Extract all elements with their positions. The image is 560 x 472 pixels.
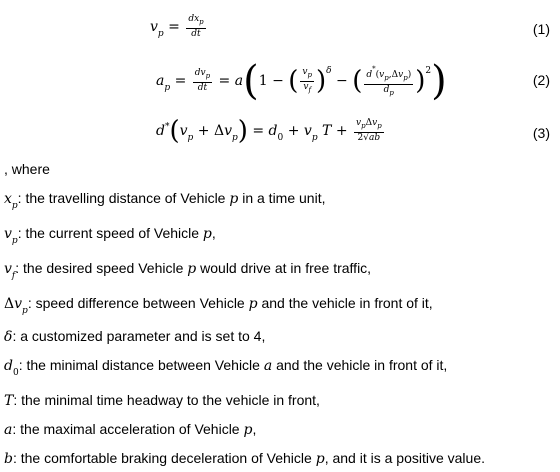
symbol-delta: δ bbox=[4, 329, 13, 345]
symbol-d0: $d_0$ bbox=[4, 358, 19, 378]
definition-vp bbox=[4, 225, 216, 246]
equation-number-3: (3) bbox=[532, 125, 550, 141]
definition-vf bbox=[4, 260, 371, 281]
definition-text: : a customized parameter and is set to 4, bbox=[12, 328, 266, 344]
equation-number-2: (2) bbox=[532, 72, 550, 88]
symbol-xp: $x_p$ bbox=[4, 191, 18, 211]
definition-var: a bbox=[263, 358, 273, 374]
definition-b bbox=[4, 450, 485, 467]
definition-after: , and it is a positive value. bbox=[324, 450, 485, 466]
definition-text: : the minimal distance between Vehicle bbox=[18, 357, 264, 373]
definition-after: in a time unit, bbox=[238, 190, 326, 206]
definition-a bbox=[4, 421, 256, 438]
definition-text: : the comfortable braking deceleration of Vehicle bbox=[12, 450, 316, 466]
definition-text: : the travelling distance of Vehicle bbox=[17, 190, 230, 206]
equation-3: $d^*(v_p + \Delta v_p) = d_0 + v_p$ T + $\frac{v_p\Delta v_p}{2√ab}$ bbox=[156, 116, 382, 146]
symbol-a: a bbox=[4, 422, 13, 438]
definition-after: , bbox=[252, 421, 257, 437]
definition-var: p bbox=[229, 191, 239, 207]
definition-text: : the desired speed Vehicle bbox=[15, 260, 188, 276]
symbol-vp: $v_p$ bbox=[4, 226, 18, 246]
definition-var: p bbox=[248, 296, 258, 312]
definition-after: , bbox=[211, 225, 216, 241]
definition-var: p bbox=[243, 422, 253, 438]
definition-T bbox=[4, 392, 320, 409]
symbol-b: b bbox=[4, 451, 13, 467]
definition-text: : the minimal time headway to the vehicle in front, bbox=[13, 392, 320, 408]
definition-delta-vp bbox=[4, 295, 433, 316]
equation-number-1: (1) bbox=[532, 21, 550, 37]
symbol-T: T bbox=[4, 393, 14, 409]
symbol-vf: $v_f$ bbox=[4, 261, 16, 281]
where-text: , where bbox=[4, 161, 50, 177]
symbol-delta-vp: $\Delta v_p$ bbox=[4, 296, 28, 316]
definition-after: and the vehicle in front of it, bbox=[272, 357, 448, 373]
equation-2: $a_p$ = $\frac{dv_p}{dt}$ = a(1 − ( $\frac{v_p}{v_f}$ )$^\delta$ − ( $\frac{d^*(v_p,\Delta v_p)}{d_p}$ )$^2$) bbox=[156, 58, 447, 104]
definition-var: p bbox=[187, 261, 197, 277]
definition-text: : speed difference between Vehicle bbox=[27, 295, 249, 311]
definition-delta bbox=[4, 328, 265, 345]
definition-var: p bbox=[315, 451, 325, 467]
definition-after: would drive at in free traffic, bbox=[196, 260, 372, 276]
equation-1: $v_p$ = $\frac{dx_p}{dt}$ bbox=[150, 14, 204, 39]
definition-xp bbox=[4, 190, 325, 211]
definition-text: : the current speed of Vehicle bbox=[17, 225, 203, 241]
definition-d0 bbox=[4, 357, 447, 378]
definition-var: p bbox=[202, 226, 212, 242]
definition-text: : the maximal acceleration of Vehicle bbox=[12, 421, 244, 437]
definition-after: and the vehicle in front of it, bbox=[257, 295, 433, 311]
